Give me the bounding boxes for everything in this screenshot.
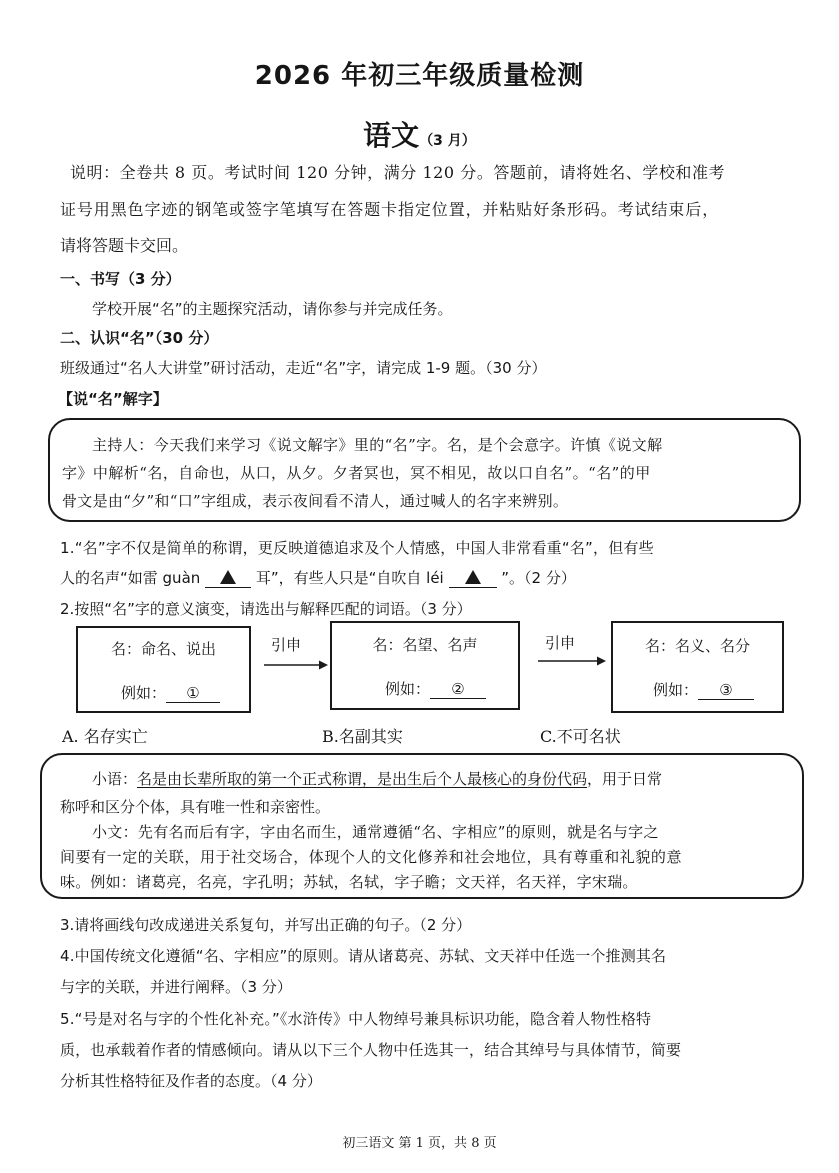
q3-text: 3.请将画线句改成递进关系复句，并写出正确的句子。（2 分） — [60, 916, 472, 934]
exam-title: 2026 年初三年级质量检测 — [254, 61, 585, 91]
q1-text-a: 人的名声“如雷 guàn — [60, 569, 201, 587]
q1-blank-guan[interactable] — [205, 569, 251, 588]
q5-line-1: 5.“号是对名与字的个性化补充。”《水浒传》中人物绰号兼具标识功能，隐含着人物性格特 — [60, 1010, 652, 1028]
option-b[interactable]: B.名副其实 — [322, 727, 403, 746]
meaning-box-1-example — [121, 682, 220, 703]
section-1-heading: 一、书写（3 分） — [60, 270, 181, 288]
page-footer: 初三语文 第 1 页，共 8 页 — [342, 1136, 497, 1151]
instructions-line-3: 请将答题卡交回。 — [60, 236, 189, 255]
subject-month: （3 月） — [419, 133, 476, 149]
example-label: 例如： — [121, 684, 167, 702]
xiaowen-line-1: 小文：先有名而后有字，字由名而生，通常遵循“名、字相应”的原则，就是名与字之 — [92, 823, 659, 841]
q1-text-c: ”。（2 分） — [501, 569, 576, 587]
meaning-box-2-text: 名：名望、名声 — [372, 636, 478, 654]
q4-line-2: 与字的关联，并进行阐释。（3 分） — [60, 978, 292, 996]
option-a[interactable]: A. 名存实亡 — [62, 727, 148, 746]
instructions-line-2: 证号用黑色字迹的钢笔或签字笔填写在答题卡指定位置，并粘贴好条形码。考试结束后， — [60, 200, 720, 219]
triangle-marker-icon — [220, 570, 236, 584]
answer-blank-1[interactable]: ① — [166, 684, 220, 703]
instructions-line-1: 说明：全卷共 8 页。考试时间 120 分钟，满分 120 分。答题前，请将姓名、学校和准考 — [70, 163, 726, 182]
arrow-label-2: 引申 — [545, 634, 576, 652]
xiaoyu-line-2: 称呼和区分个体，具有唯一性和亲密性。 — [60, 798, 331, 816]
triangle-marker-icon — [465, 570, 481, 584]
host-line-3: 骨文是由“夕”和“口”字组成，表示夜间看不清人，通过喊人的名字来辨别。 — [62, 492, 569, 510]
q1-blank-lei[interactable] — [449, 569, 497, 588]
q1-line-1: 1.“名”字不仅是简单的称谓，更反映道德追求及个人情感，中国人非常看重“名”，但有些 — [60, 539, 654, 557]
q5-line-3: 分析其性格特征及作者的态度。（4 分） — [60, 1072, 322, 1090]
option-c[interactable]: C.不可名状 — [540, 727, 621, 746]
xiaowen-line-3: 味。例如：诸葛亮，名亮，字孔明；苏轼，名轼，字子瞻；文天祥，名天祥，字宋瑞。 — [60, 873, 638, 891]
meaning-box-2-example — [385, 678, 486, 699]
underlined-sentence: 名是由长辈所取的第一个正式称谓，是出生后个人最核心的身份代码 — [137, 770, 588, 788]
subject-heading — [0, 114, 839, 154]
q5-line-2: 质，也承载着作者的情感倾向。请从以下三个人物中任选其一，结合其绰号与具体情节，简要 — [60, 1041, 682, 1059]
host-line-1: 主持人：今天我们来学习《说文解字》里的“名”字。名，是个会意字。许慎《说文解 — [92, 436, 663, 454]
xiaoyu-line-1 — [92, 768, 662, 789]
right-arrow-icon — [262, 658, 330, 672]
example-label: 例如： — [385, 680, 431, 698]
subject-name: 语文 — [363, 119, 420, 152]
section-2-intro: 班级通过“名人大讲堂”研讨活动，走近“名”字，请完成 1-9 题。（30 分） — [60, 359, 547, 377]
xiaoyu-tail: ，用于日常 — [587, 770, 663, 788]
right-arrow-icon — [536, 654, 608, 668]
xiaoyu-speaker: 小语： — [92, 770, 138, 788]
section-1-task: 学校开展“名”的主题探究活动，请你参与并完成任务。 — [92, 300, 453, 318]
meaning-box-3-text: 名：名义、名分 — [644, 637, 750, 655]
q1-text-b: 耳”，有些人只是“自吹自 léi — [255, 569, 444, 587]
arrow-label-1: 引申 — [271, 636, 302, 654]
example-label: 例如： — [653, 681, 699, 699]
meaning-box-3-example — [653, 679, 754, 700]
meaning-box-1-text: 名：命名、说出 — [110, 640, 216, 658]
xiaowen-line-2: 间要有一定的关联，用于社交场合，体现个人的文化修养和社会地位，具有尊重和礼貌的意 — [60, 848, 683, 866]
q4-line-1: 4.中国传统文化遵循“名、字相应”的原则。请从诸葛亮、苏轼、文天祥中任选一个推测其名 — [60, 947, 667, 965]
host-line-2: 字》中解析“名，自命也，从口，从夕。夕者冥也，冥不相见，故以口自名”。“名”的甲 — [62, 464, 651, 482]
q2-stem: 2.按照“名”字的意义演变，请选出与解释匹配的词语。（3 分） — [60, 600, 472, 618]
section-2-heading: 二、认识“名”（30 分） — [60, 329, 219, 347]
section-2-subheading: 【说“名”解字】 — [58, 390, 168, 408]
answer-blank-3[interactable]: ③ — [698, 681, 754, 700]
q1-line-2 — [60, 567, 576, 588]
answer-blank-2[interactable]: ② — [430, 680, 486, 699]
